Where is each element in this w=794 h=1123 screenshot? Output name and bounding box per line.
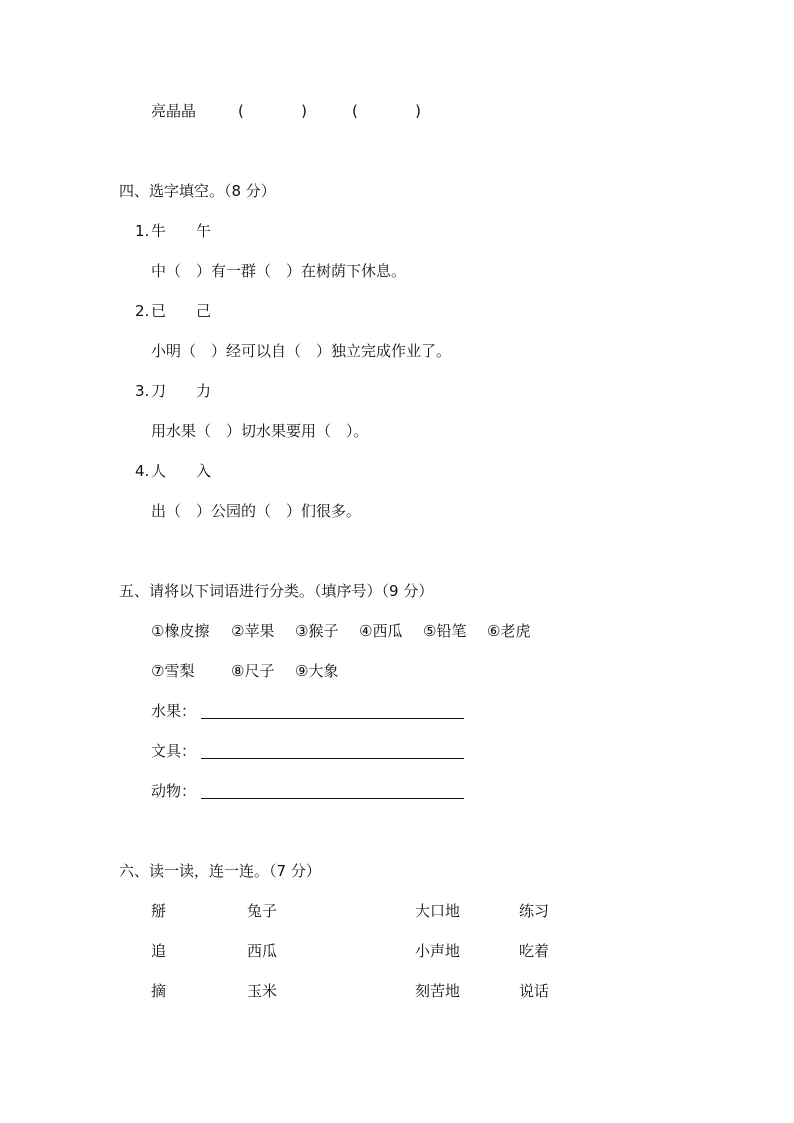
word-option: ④西瓜 (359, 622, 403, 640)
word-option: ⑨大象 (295, 662, 339, 680)
word-option: ①橡皮擦 (151, 622, 210, 640)
match-adverb[interactable]: 小声地 (415, 942, 461, 960)
match-verb[interactable]: 摘 (151, 982, 167, 1000)
section-4-title: 四、选字填空。（8 分） (119, 182, 276, 200)
fill-sentence[interactable]: 出（ ）公园的（ ）们很多。 (151, 502, 362, 520)
category-label-stationery: 文具： (151, 742, 197, 760)
fill-sentence[interactable]: 中（ ）有一群（ ）在树荫下休息。 (151, 262, 407, 280)
section-5-title: 五、请将以下词语进行分类。（填序号）（9 分） (119, 582, 434, 600)
match-action[interactable]: 说话 (519, 982, 550, 1000)
char-choices: 刀 力 (151, 382, 212, 400)
word-liangjingjing: 亮晶晶 (151, 102, 197, 120)
fill-sentence[interactable]: 小明（ ）经可以自（ ）独立完成作业了。 (151, 342, 452, 360)
item-number: 4. (135, 462, 150, 480)
answer-blank-1[interactable]: ( ) (238, 102, 307, 120)
answer-line-stationery[interactable] (201, 758, 464, 759)
answer-blank-2[interactable]: ( ) (352, 102, 421, 120)
match-noun[interactable]: 玉米 (247, 982, 278, 1000)
match-verb[interactable]: 追 (151, 942, 167, 960)
match-noun[interactable]: 西瓜 (247, 942, 278, 960)
word-option: ⑦雪梨 (151, 662, 195, 680)
match-verb[interactable]: 掰 (151, 902, 167, 920)
match-adverb[interactable]: 刻苦地 (415, 982, 461, 1000)
answer-line-animal[interactable] (201, 798, 464, 799)
word-option: ②苹果 (231, 622, 275, 640)
category-label-animal: 动物： (151, 782, 197, 800)
item-number: 1. (135, 222, 150, 240)
char-choices: 人 入 (151, 462, 212, 480)
char-choices: 牛 午 (151, 222, 212, 240)
match-adverb[interactable]: 大口地 (415, 902, 461, 920)
fill-sentence[interactable]: 用水果（ ）切水果要用（ ）。 (151, 422, 369, 440)
item-number: 2. (135, 302, 150, 320)
answer-line-fruit[interactable] (201, 718, 464, 719)
char-choices: 已 己 (151, 302, 212, 320)
match-noun[interactable]: 兔子 (247, 902, 278, 920)
category-label-fruit: 水果： (151, 702, 197, 720)
match-action[interactable]: 吃着 (519, 942, 550, 960)
match-action[interactable]: 练习 (519, 902, 550, 920)
word-option: ③猴子 (295, 622, 339, 640)
word-option: ⑧尺子 (231, 662, 275, 680)
section-6-title: 六、读一读，连一连。（7 分） (119, 862, 321, 880)
word-option: ⑤铅笔 (423, 622, 467, 640)
item-number: 3. (135, 382, 150, 400)
word-option: ⑥老虎 (487, 622, 531, 640)
